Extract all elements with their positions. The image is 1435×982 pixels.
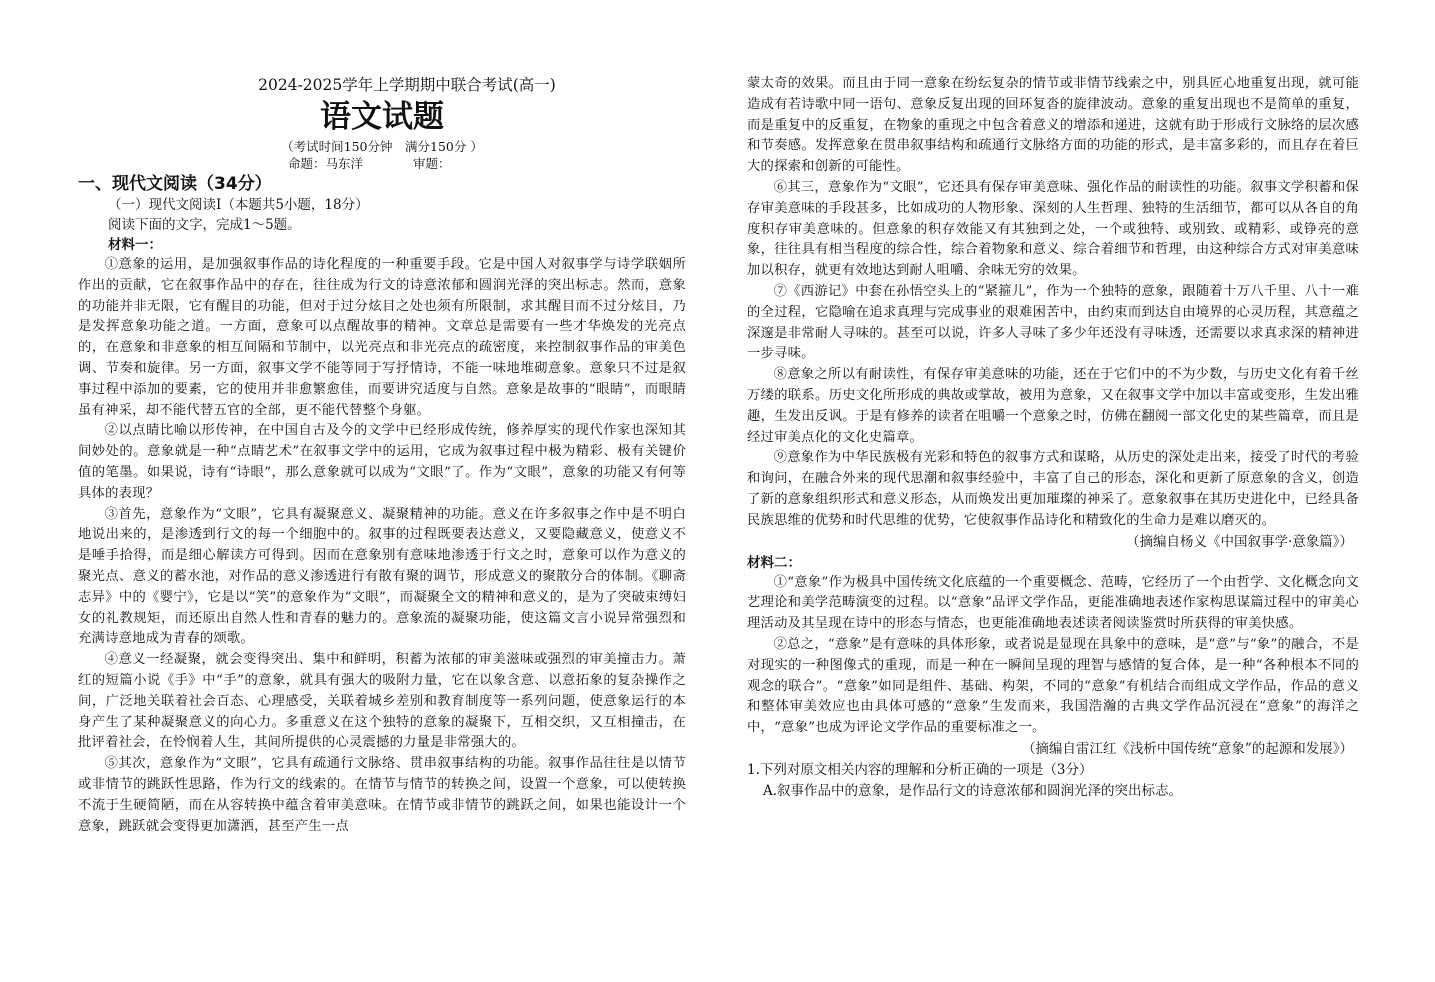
instruction: 阅读下面的文字，完成1～5题。: [108, 217, 301, 233]
paragraph-2: ②以点睛比喻以形传神，在中国自古及今的文学中已经形成传统，修养厚实的现代作家也深知其间妙处的。意象就是一种“点睛艺术”在叙事文学中的运用，它成为叙事过程中极为精彩、极有关键价值的笔墨。如果说，诗有“诗眼”，那么意象就可以成为“文眼”了。作为“文眼”，意象的功能又有何等具体的表现？: [78, 423, 686, 501]
paragraph-3: ③首先，意象作为“文眼”，它具有凝聚意义、凝聚精神的功能。意义在许多叙事之作中是不明白地说出来的，是渗透到行文的每一个细胞中的。叙事的过程既要表达意义，又要隐藏意义，使意义不是唾手拾得，而是细心解读方可得到。因而在意象别有意味地渗透于行文之时，意象可以作为意义的聚光点、意义的蓄水池，对作品的意义渗透进行有散有聚的调节，形成意义的聚散分合的体制。《聊斋志异》中的《婴宁》，它是以“笑”的意象作为“文眼”，而凝聚全文的精神和意义的，是为了突破束缚妇女的礼教规矩，而还原出自然人性和青春的魅力的。意象流的凝聚功能，使这篇文言小说异常强烈和充满诗意地成为青春的颂歌。: [78, 506, 686, 647]
question-1-option-a: A.叙事作品中的意象，是作品行文的诗意浓郁和圆润光泽的突出标志。: [763, 782, 1183, 799]
paragraph-5-continued: 蒙太奇的效果。而且由于同一意象在纷纭复杂的情节或非情节线索之中，别具匠心地重复出现，就可能造成有若诗歌中同一语句、意象反复出现的回环复沓的旋律波动。意象的重复出现也不是简单的重复，而是重复中的反重复，在物象的重现之中包含着意义的增添和递进，这就有助于形成行文脉络的层次感和节奏感。发挥意象在贯串叙事结构和疏通行文脉络方面的功能的形式，是丰富多彩的，而且存在着巨大的探索和创新的可能性。: [747, 76, 1359, 175]
sub-heading: （一）现代文阅读Ⅰ（本题共5小题，18分）: [108, 197, 369, 213]
section-heading: 一、现代文阅读（34分）: [78, 174, 272, 194]
source-citation-1: （摘编自杨义《中国叙事学·意象篇》）: [1125, 533, 1353, 550]
material2-label: 材料二：: [747, 554, 801, 571]
question-1-stem: 1.下列对原文相关内容的理解和分析正确的一项是（3分）: [747, 761, 1093, 778]
paragraph-6: ⑥其三，意象作为“文眼”，它还具有保存审美意味、强化作品的耐读性的功能。叙事文学积蓄和保存审美意味的手段甚多，比如成功的人物形象、深刻的人生哲理、独特的生活细节，都可以从各自的角度积存审美意味的。但意象的积存效能又有其独到之处，一个或独特、或别致、或精彩、或铮亮的意象，往往具有相当程度的综合性，综合着物象和意义、综合着细节和哲理，由这种综合方式对审美意味加以积存，就更有效地达到耐人咀嚼、余味无穷的效果。: [747, 179, 1359, 279]
material1-label: 材料一：: [108, 237, 162, 253]
paragraph-9: ⑨意象作为中华民族极有光彩和特色的叙事方式和谋略，从历史的深处走出来，接受了时代的考验和询问，在融合外来的现代思潮和叙事经验中，丰富了自己的形态，深化和更新了原意象的含义，创造了新的意象组织形式和意义形态，从而焕发出更加璀璨的神采了。意象叙事在其历史进化中，已经具备民族思维的优势和时代思维的优势，它使叙事作品诗化和精致化的生命力是难以磨灭的。: [747, 450, 1359, 528]
paragraph-8: ⑧意象之所以有耐读性，有保存审美意味的功能，还在于它们中的不为少数，与历史文化有着千丝万缕的联系。历史文化所形成的典故或掌故，被用为意象，又在叙事文学中加以丰富或变形，生发出雅趣，生发出反讽。于是有修养的读者在咀嚼一个意象之时，仿佛在翻阅一部文化史的某些篇章，而且是经过审美点化的文化史篇章。: [747, 367, 1359, 445]
paragraph-5: ⑤其次，意象作为“文眼”，它具有疏通行文脉络、贯串叙事结构的功能。叙事作品往往是以情节或非情节的跳跃性思路，作为行文的线索的。在情节与情节的转换之间，设置一个意象，可以使转换不流于生硬简陋，而在从容转换中蕴含着审美意味。在情节或非情节的跳跃之间，如果也能设计一个意象，跳跃就会变得更加潇洒，甚至产生一点: [78, 756, 686, 834]
exam-line: 2024-2025学年上学期期中联合考试(高一): [258, 76, 556, 94]
material2-paragraph-2: ②总之，“意象”是有意味的具体形象，或者说是显现在具象中的意味，是“意”与“象”的融合，不是对现实的一种图像式的重现，而是一种在一瞬间呈现的理智与感情的复合体，是一种“各种根本不同的观念的联合”。“意象”如同是组件、基础、构架，不同的“意象”有机结合而组成文学作品，作品的意义和整体审美效应也由具体可感的“意象”生发而来，我国浩瀚的古典文学作品沉浸在“意象”的海洋之中，“意象”也成为评论文学作品的重要标准之一。: [747, 636, 1359, 736]
left-column: [78, 74, 686, 837]
paragraph-4: ④意义一经凝聚，就会变得突出、集中和鲜明，积蓄为浓郁的审美滋味或强烈的审美撞击力。萧红的短篇小说《手》中“手”的意象，就具有强大的吸附力量，它在以象含意、以意拓象的复杂操作之间，广泛地关联着社会百态、心理感受，关联着城乡差别和教育制度等一系列问题，使意象运行的本身产生了某种凝聚意义的向心力。多重意义在这个独特的意象的凝聚下，互相交织，又互相撞击，在批评着社会，在怜悯着人生，其间所提供的心灵震撼的力量是非常强大的。: [78, 652, 686, 751]
right-column: [747, 74, 1359, 802]
page-title: 语文试题: [320, 99, 444, 135]
source-citation-2: （摘编自雷江红《浅析中国传统“意象”的起源和发展》）: [1021, 740, 1353, 757]
paragraph-1: ①意象的运用，是加强叙事作品的诗化程度的一种重要手段。它是中国人对叙事学与诗学联姻所作出的贡献，它在叙事作品中的存在，往往成为行文的诗意浓郁和圆润光泽的突出标志。然而，意象的功能并非无限，它有醒目的功能，但对于过分炫目之处也须有所限制，求其醒目而不过分炫目，乃是发挥意象功能之道。一方面，意象可以点醒故事的精神。文章总是需要有一些才华焕发的光亮点的，在意象和非意象的相互间隔和节制中，以光亮点和非光亮点的疏密度，来控制叙事作品的审美色调、节奏和旋律。另一方面，叙事文学不能等同于写抒情诗，不能一味地堆砌意象。意象只不过是叙事过程中添加的要素，它的使用并非愈繁愈佳，而要讲究适度与自然。意象是故事的“眼睛”，而眼睛虽有神采，却不能代替五官的全部，更不能代替整个身躯。: [78, 257, 686, 418]
exam-info: （考试时间150分钟 满分150分 ）: [281, 139, 483, 154]
paragraph-7: ⑦《西游记》中套在孙悟空头上的“紧箍儿”，作为一个独特的意象，跟随着十万八千里、八十一难的全过程，它隐喻在追求真理与完成事业的艰难困苦中，由约束而到达自由境界的心灵历程，其意蕴之深邃是非常耐人寻味的。甚至可以说，许多人寻味了多少年还没有寻味透，还需要以求真求深的精神进一步寻味。: [747, 283, 1359, 362]
setter-line: 命题：马东洋 审题：: [288, 156, 451, 171]
material2-paragraph-1: ①“意象”作为极具中国传统文化底蕴的一个重要概念、范畴，它经历了一个由哲学、文化概念向文艺理论和美学范畴演变的过程。以“意象”品评文学作品，更能准确地表述作家构思谋篇过程中的审美心理活动及其呈现在诗中的形态与情态，也更能准确地表述读者阅读鉴赏时所获得的审美快感。: [747, 574, 1359, 632]
